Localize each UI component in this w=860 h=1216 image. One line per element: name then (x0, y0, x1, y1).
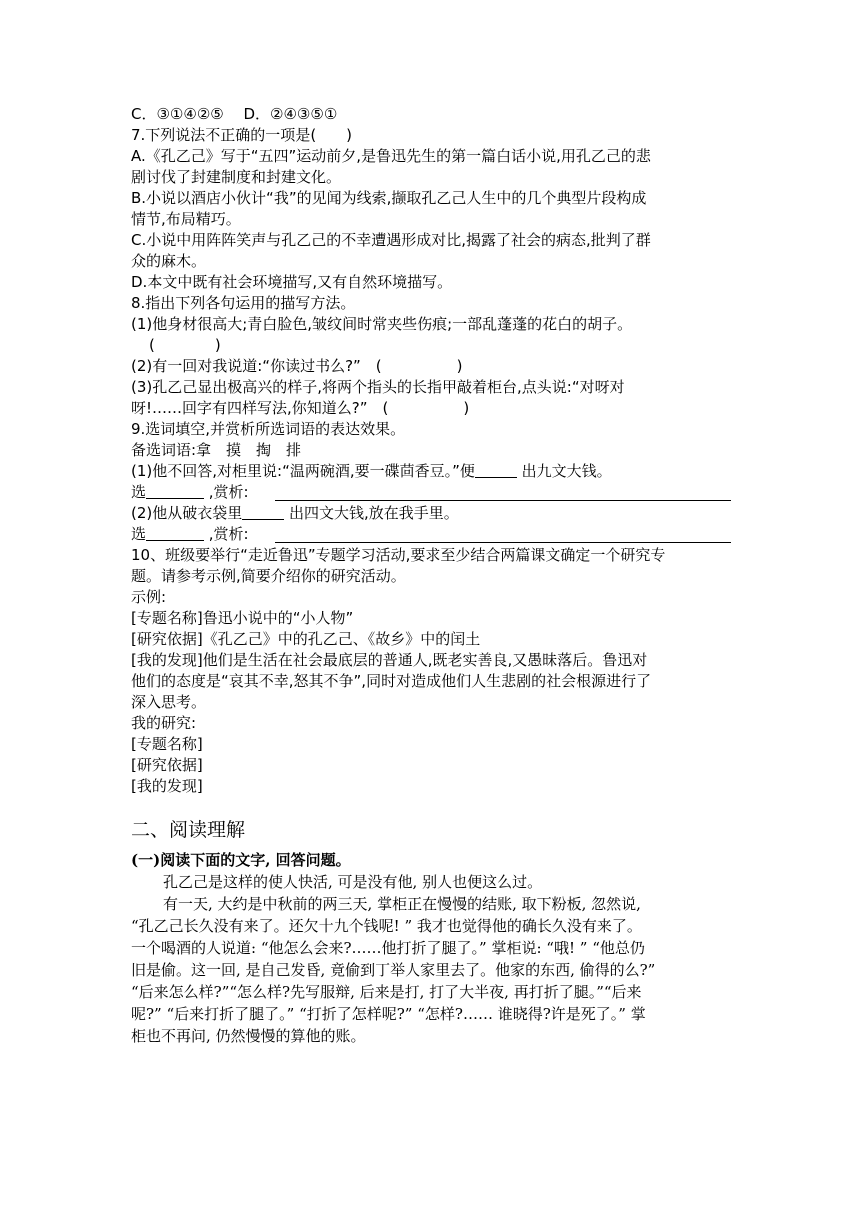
question-10-line1: 10、班级要举行“走近鲁迅”专题学习活动,要求至少结合两篇课文确定一个研究专 (131, 546, 666, 564)
q9-sentence-1 (131, 461, 731, 482)
q9-sentence-1-tail: 出九文大钱。 (516, 462, 612, 480)
reading-passage (131, 849, 731, 1047)
option-a-line2: 剧讨伐了封建制度和封建文化。 (131, 168, 342, 186)
q8-item-2: (2)有一回对我说道:“你读过书么?” ( ) (131, 357, 463, 375)
appreciate-label: ,赏析: (204, 483, 249, 501)
q8-item-3-line1: (3)孔乙己显出极高兴的样子,将两个指头的长指甲敲着柜台,点头说:“对呀对 (131, 378, 625, 396)
example-topic: [专题名称]鲁迅小说中的“小人物” (131, 609, 354, 627)
option-a-line1: A.《孔乙己》写于“五四”运动前夕,是鲁迅先生的第一篇白话小说,用孔乙己的悲 (131, 147, 651, 165)
example-basis: [研究依据]《孔乙己》中的孔乙己、《故乡》中的闰土 (131, 630, 481, 648)
my-basis: [研究依据] (131, 756, 203, 774)
choice-blank-2[interactable] (146, 525, 204, 541)
option-c-line1: C.小说中用阵阵笑声与孔乙己的不幸遭遇形成对比,揭露了社会的病态,批判了群 (131, 231, 651, 249)
passage-paragraph-2-line2: “孔乙己长久没有来了。还欠十九个钱呢! ” 我才也觉得他的确长久没有来了。 (131, 917, 642, 935)
q9-sentence-2 (131, 503, 731, 524)
word-bank: 备选词语:拿 摸 掏 排 (131, 441, 302, 459)
my-finding: [我的发现] (131, 777, 203, 795)
q8-item-1-answer: ( ) (149, 336, 221, 354)
option-c-line2: 众的麻木。 (131, 252, 207, 270)
question-10-line2: 题。请参考示例,简要介绍你的研究活动。 (131, 567, 406, 585)
q9-sentence-2-text: (2)他从破衣袋里 (131, 504, 243, 522)
example-label: 示例: (131, 588, 167, 606)
fill-blank-2[interactable] (242, 504, 284, 520)
option-d: D.本文中既有社会环境描写,又有自然环境描写。 (131, 273, 453, 291)
appreciation-blank-2[interactable] (275, 527, 731, 543)
q9-sentence-2-tail: 出四文大钱,放在我手里。 (284, 504, 459, 522)
choose-label: 选 (131, 525, 147, 543)
choose-label: 选 (131, 483, 147, 501)
my-topic: [专题名称] (131, 735, 203, 753)
fill-blank-1[interactable] (475, 462, 517, 478)
passage-paragraph-2-line5: “后来怎么样?”“怎么样?先写服辩, 后来是打, 打了大半夜, 再打折了腿。”“后来 (131, 983, 642, 1001)
passage-paragraph-2-line3: 一个喝酒的人说道: “他怎么会来?……他打折了腿了。” 掌柜说: “哦! ” “他总仍 (131, 939, 645, 957)
options-line: C．③①④②⑤ D．②④③⑤① (131, 105, 338, 123)
question-8: 8.指出下列各句运用的描写方法。 (131, 294, 356, 312)
passage-paragraph-1: 孔乙己是这样的使人快活, 可是没有他, 别人也便这么过。 (163, 873, 543, 891)
example-finding-line3: 深入思考。 (131, 693, 207, 711)
example-finding-line2: 他们的态度是“哀其不幸,怒其不争”,同时对造成他们人生悲剧的社会根源进行了 (131, 672, 652, 690)
passage-instruction: (一)阅读下面的文字, 回答问题。 (131, 851, 351, 869)
passage-paragraph-2-line4: 旧是偷。这一回, 是自己发昏, 竟偷到丁举人家里去了。他家的东西, 偷得的么?” (131, 961, 656, 979)
q9-sentence-1-text: (1)他不回答,对柜里说:“温两碗酒,要一碟茴香豆。”便 (131, 462, 475, 480)
example-finding-line1: [我的发现]他们是生活在社会最底层的普通人,既老实善良,又愚昧落后。鲁迅对 (131, 651, 648, 669)
section-heading: 二、阅读理解 (131, 819, 246, 841)
q8-item-3-line2: 呀!……回字有四样写法,你知道么?” ( ) (131, 399, 470, 417)
passage-paragraph-2-line6: 呢?” “后来打折了腿了。” “打折了怎样呢?” “怎样?…… 谁晓得?许是死了。” 掌 (131, 1005, 646, 1023)
passage-paragraph-2-line1: 有一天, 大约是中秋前的两三天, 掌柜正在慢慢的结账, 取下粉板, 忽然说, (163, 895, 641, 913)
question-9: 9.选词填空,并赏析所选词语的表达效果。 (131, 420, 406, 438)
q8-item-1: (1)他身材很高大;青白脸色,皱纹间时常夹些伤痕;一部乱蓬蓬的花白的胡子。 (131, 315, 633, 333)
my-research-label: 我的研究: (131, 714, 197, 732)
q9-answer-2 (131, 524, 731, 545)
appreciate-label: ,赏析: (204, 525, 249, 543)
question-7: 7.下列说法不正确的一项是( ) (131, 126, 353, 144)
appreciation-blank-1[interactable] (275, 485, 731, 501)
option-b-line2: 情节,布局精巧。 (131, 210, 241, 228)
option-b-line1: B.小说以酒店小伙计“我”的见闻为线索,撷取孔乙己人生中的几个典型片段构成 (131, 189, 647, 207)
q9-answer-1 (131, 482, 731, 503)
passage-paragraph-2-line7: 柜也不再问, 仍然慢慢的算他的账。 (131, 1027, 366, 1045)
choice-blank-1[interactable] (146, 483, 204, 499)
document-page (131, 104, 731, 1047)
